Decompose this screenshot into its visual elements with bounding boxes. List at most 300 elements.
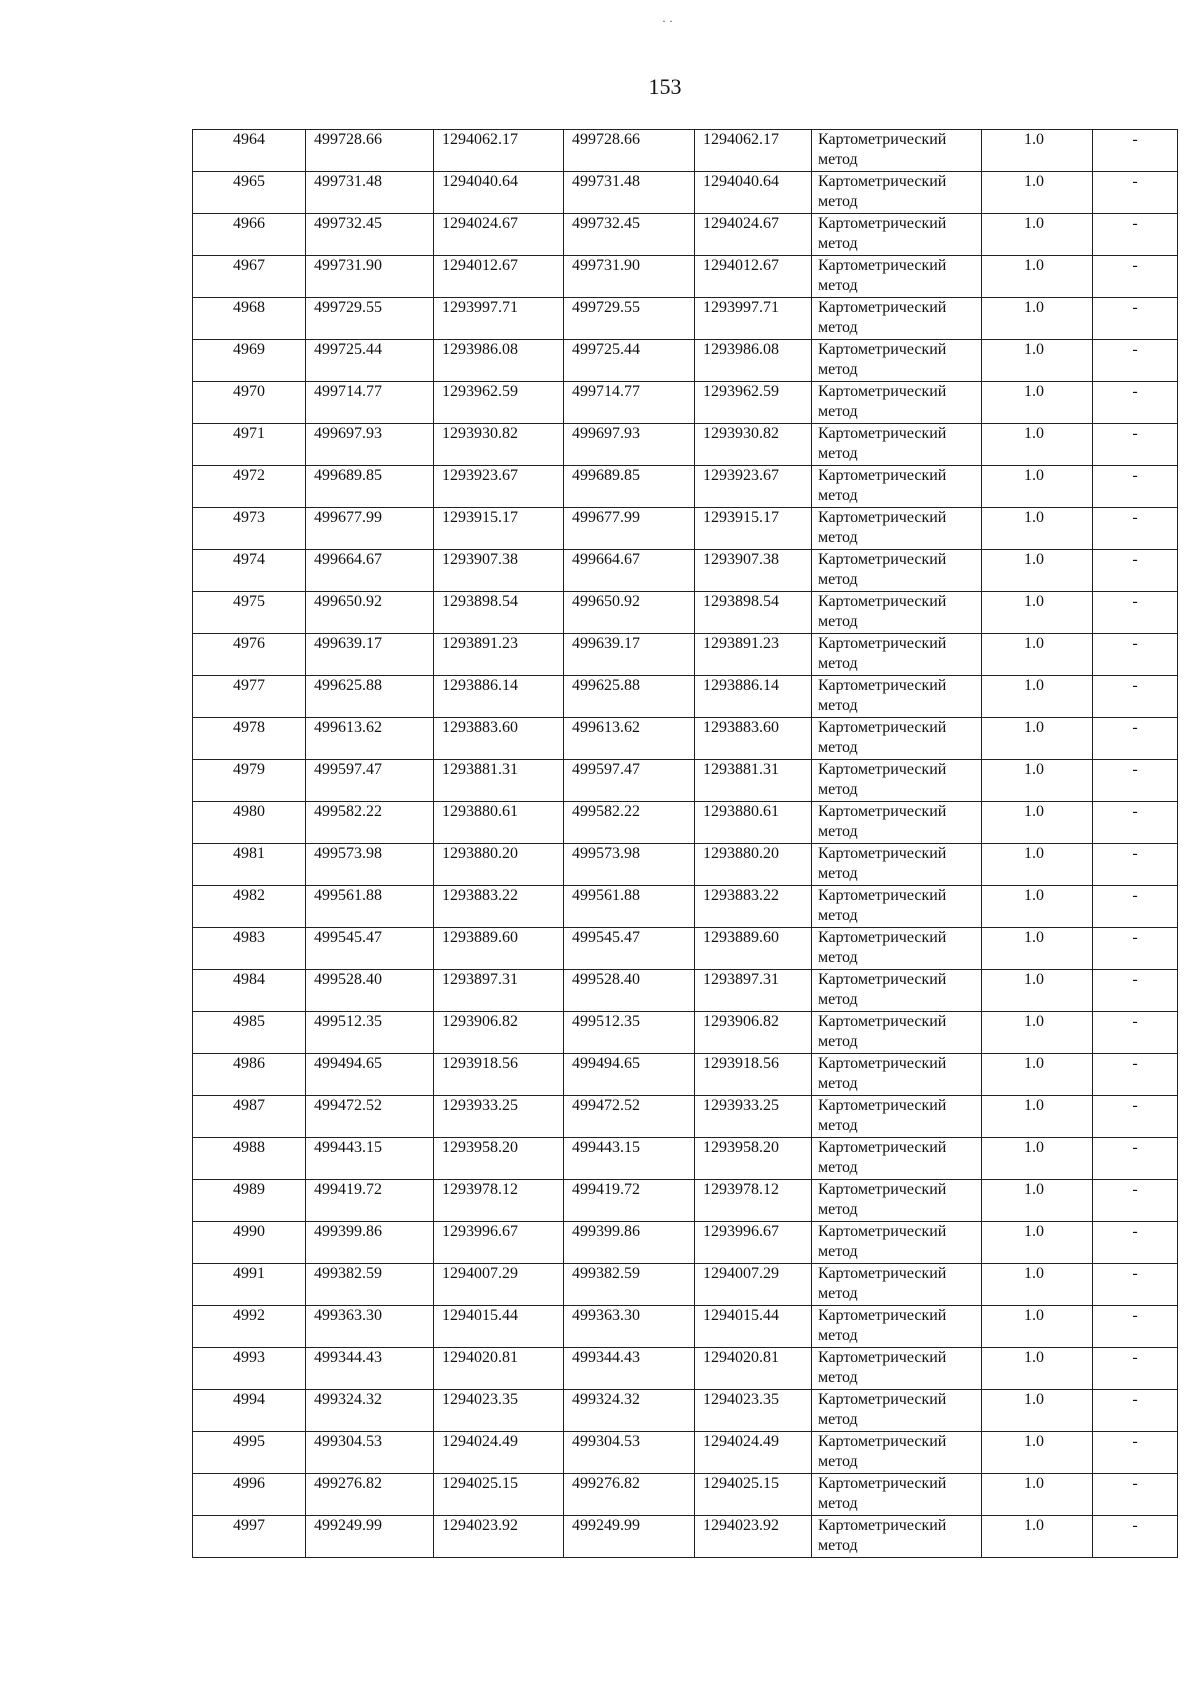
point-number-cell: 4988 [193, 1138, 306, 1180]
y-old-cell: 1293918.56 [434, 1054, 564, 1096]
y-old-cell: 1293891.23 [434, 634, 564, 676]
description-cell: - [1093, 970, 1178, 1012]
description-cell: - [1093, 550, 1178, 592]
y-new-cell: 1294040.64 [695, 172, 812, 214]
method-cell: Картометрический метод [812, 340, 982, 382]
table-row [193, 550, 1178, 592]
accuracy-cell: 1.0 [982, 1096, 1093, 1138]
accuracy-cell: 1.0 [982, 508, 1093, 550]
method-cell: Картометрический метод [812, 1222, 982, 1264]
y-old-cell: 1293915.17 [434, 508, 564, 550]
method-cell: Картометрический метод [812, 1012, 982, 1054]
point-number-cell: 4972 [193, 466, 306, 508]
method-cell: Картометрический метод [812, 844, 982, 886]
description-cell: - [1093, 1138, 1178, 1180]
y-old-cell: 1293996.67 [434, 1222, 564, 1264]
description-cell: - [1093, 340, 1178, 382]
y-new-cell: 1294025.15 [695, 1474, 812, 1516]
point-number-cell: 4979 [193, 760, 306, 802]
x-new-cell: 499443.15 [564, 1138, 695, 1180]
x-old-cell: 499545.47 [306, 928, 434, 970]
method-cell: Картометрический метод [812, 718, 982, 760]
table-row [193, 1222, 1178, 1264]
point-number-cell: 4980 [193, 802, 306, 844]
table-row [193, 718, 1178, 760]
x-new-cell: 499731.90 [564, 256, 695, 298]
method-cell: Картометрический метод [812, 424, 982, 466]
y-new-cell: 1293891.23 [695, 634, 812, 676]
accuracy-cell: 1.0 [982, 1222, 1093, 1264]
description-cell: - [1093, 1180, 1178, 1222]
point-number-cell: 4964 [193, 130, 306, 172]
y-new-cell: 1293880.20 [695, 844, 812, 886]
y-old-cell: 1293883.60 [434, 718, 564, 760]
x-new-cell: 499494.65 [564, 1054, 695, 1096]
y-new-cell: 1293918.56 [695, 1054, 812, 1096]
x-new-cell: 499512.35 [564, 1012, 695, 1054]
accuracy-cell: 1.0 [982, 214, 1093, 256]
point-number-cell: 4971 [193, 424, 306, 466]
x-new-cell: 499382.59 [564, 1264, 695, 1306]
x-old-cell: 499697.93 [306, 424, 434, 466]
method-cell: Картометрический метод [812, 382, 982, 424]
accuracy-cell: 1.0 [982, 634, 1093, 676]
point-number-cell: 4978 [193, 718, 306, 760]
point-number-cell: 4982 [193, 886, 306, 928]
accuracy-cell: 1.0 [982, 1054, 1093, 1096]
accuracy-cell: 1.0 [982, 928, 1093, 970]
x-new-cell: 499276.82 [564, 1474, 695, 1516]
method-cell: Картометрический метод [812, 214, 982, 256]
table-row [193, 844, 1178, 886]
x-old-cell: 499324.32 [306, 1390, 434, 1432]
x-new-cell: 499528.40 [564, 970, 695, 1012]
description-cell: - [1093, 466, 1178, 508]
y-new-cell: 1294024.67 [695, 214, 812, 256]
description-cell: - [1093, 1348, 1178, 1390]
point-number-cell: 4976 [193, 634, 306, 676]
point-number-cell: 4984 [193, 970, 306, 1012]
scan-speck-mark: · · [662, 14, 673, 28]
point-number-cell: 4992 [193, 1306, 306, 1348]
table-row [193, 1390, 1178, 1432]
x-old-cell: 499399.86 [306, 1222, 434, 1264]
accuracy-cell: 1.0 [982, 382, 1093, 424]
accuracy-cell: 1.0 [982, 970, 1093, 1012]
table-row [193, 1180, 1178, 1222]
method-cell: Картометрический метод [812, 130, 982, 172]
y-old-cell: 1294040.64 [434, 172, 564, 214]
point-number-cell: 4968 [193, 298, 306, 340]
y-new-cell: 1294062.17 [695, 130, 812, 172]
description-cell: - [1093, 928, 1178, 970]
method-cell: Картометрический метод [812, 1096, 982, 1138]
y-old-cell: 1293958.20 [434, 1138, 564, 1180]
table-row [193, 970, 1178, 1012]
x-old-cell: 499650.92 [306, 592, 434, 634]
point-number-cell: 4967 [193, 256, 306, 298]
y-old-cell: 1293930.82 [434, 424, 564, 466]
y-old-cell: 1293883.22 [434, 886, 564, 928]
x-old-cell: 499573.98 [306, 844, 434, 886]
description-cell: - [1093, 214, 1178, 256]
method-cell: Картометрический метод [812, 970, 982, 1012]
description-cell: - [1093, 1390, 1178, 1432]
table-row [193, 676, 1178, 718]
accuracy-cell: 1.0 [982, 802, 1093, 844]
point-number-cell: 4975 [193, 592, 306, 634]
y-new-cell: 1294020.81 [695, 1348, 812, 1390]
point-number-cell: 4966 [193, 214, 306, 256]
x-old-cell: 499443.15 [306, 1138, 434, 1180]
y-old-cell: 1293907.38 [434, 550, 564, 592]
table-row [193, 760, 1178, 802]
x-new-cell: 499731.48 [564, 172, 695, 214]
description-cell: - [1093, 634, 1178, 676]
method-cell: Картометрический метод [812, 592, 982, 634]
method-cell: Картометрический метод [812, 1348, 982, 1390]
method-cell: Картометрический метод [812, 1054, 982, 1096]
description-cell: - [1093, 424, 1178, 466]
x-new-cell: 499304.53 [564, 1432, 695, 1474]
y-new-cell: 1293881.31 [695, 760, 812, 802]
description-cell: - [1093, 592, 1178, 634]
x-new-cell: 499419.72 [564, 1180, 695, 1222]
method-cell: Картометрический метод [812, 1264, 982, 1306]
method-cell: Картометрический метод [812, 634, 982, 676]
point-number-cell: 4993 [193, 1348, 306, 1390]
description-cell: - [1093, 130, 1178, 172]
y-new-cell: 1294007.29 [695, 1264, 812, 1306]
description-cell: - [1093, 256, 1178, 298]
x-old-cell: 499528.40 [306, 970, 434, 1012]
method-cell: Картометрический метод [812, 466, 982, 508]
x-old-cell: 499582.22 [306, 802, 434, 844]
x-new-cell: 499249.99 [564, 1516, 695, 1558]
table-body [193, 130, 1178, 1558]
x-old-cell: 499639.17 [306, 634, 434, 676]
coordinates-table [192, 129, 1178, 1558]
point-number-cell: 4983 [193, 928, 306, 970]
table-row [193, 592, 1178, 634]
method-cell: Картометрический метод [812, 298, 982, 340]
x-new-cell: 499344.43 [564, 1348, 695, 1390]
x-new-cell: 499363.30 [564, 1306, 695, 1348]
x-old-cell: 499512.35 [306, 1012, 434, 1054]
table-row [193, 886, 1178, 928]
description-cell: - [1093, 298, 1178, 340]
table-row [193, 340, 1178, 382]
table-row [193, 508, 1178, 550]
table-row [193, 802, 1178, 844]
point-number-cell: 4990 [193, 1222, 306, 1264]
description-cell: - [1093, 1264, 1178, 1306]
method-cell: Картометрический метод [812, 1516, 982, 1558]
accuracy-cell: 1.0 [982, 424, 1093, 466]
x-old-cell: 499664.67 [306, 550, 434, 592]
accuracy-cell: 1.0 [982, 844, 1093, 886]
y-old-cell: 1294025.15 [434, 1474, 564, 1516]
x-old-cell: 499597.47 [306, 760, 434, 802]
description-cell: - [1093, 802, 1178, 844]
description-cell: - [1093, 1474, 1178, 1516]
y-old-cell: 1294007.29 [434, 1264, 564, 1306]
accuracy-cell: 1.0 [982, 1306, 1093, 1348]
x-old-cell: 499613.62 [306, 718, 434, 760]
point-number-cell: 4970 [193, 382, 306, 424]
y-old-cell: 1294020.81 [434, 1348, 564, 1390]
table-row [193, 1096, 1178, 1138]
x-old-cell: 499276.82 [306, 1474, 434, 1516]
y-new-cell: 1293997.71 [695, 298, 812, 340]
x-old-cell: 499725.44 [306, 340, 434, 382]
y-new-cell: 1293889.60 [695, 928, 812, 970]
y-old-cell: 1294012.67 [434, 256, 564, 298]
point-number-cell: 4997 [193, 1516, 306, 1558]
y-old-cell: 1293986.08 [434, 340, 564, 382]
accuracy-cell: 1.0 [982, 1432, 1093, 1474]
description-cell: - [1093, 508, 1178, 550]
y-new-cell: 1294023.35 [695, 1390, 812, 1432]
x-old-cell: 499382.59 [306, 1264, 434, 1306]
y-new-cell: 1293986.08 [695, 340, 812, 382]
x-new-cell: 499582.22 [564, 802, 695, 844]
method-cell: Картометрический метод [812, 172, 982, 214]
table-row [193, 1138, 1178, 1180]
y-new-cell: 1293906.82 [695, 1012, 812, 1054]
table-row [193, 130, 1178, 172]
accuracy-cell: 1.0 [982, 1012, 1093, 1054]
y-old-cell: 1293880.20 [434, 844, 564, 886]
description-cell: - [1093, 1054, 1178, 1096]
description-cell: - [1093, 1096, 1178, 1138]
x-new-cell: 499399.86 [564, 1222, 695, 1264]
y-old-cell: 1293897.31 [434, 970, 564, 1012]
y-old-cell: 1294062.17 [434, 130, 564, 172]
method-cell: Картометрический метод [812, 256, 982, 298]
y-old-cell: 1293933.25 [434, 1096, 564, 1138]
method-cell: Картометрический метод [812, 1138, 982, 1180]
accuracy-cell: 1.0 [982, 550, 1093, 592]
table-row [193, 1054, 1178, 1096]
x-old-cell: 499419.72 [306, 1180, 434, 1222]
description-cell: - [1093, 886, 1178, 928]
method-cell: Картометрический метод [812, 1474, 982, 1516]
y-old-cell: 1293923.67 [434, 466, 564, 508]
x-old-cell: 499363.30 [306, 1306, 434, 1348]
y-old-cell: 1293881.31 [434, 760, 564, 802]
x-old-cell: 499689.85 [306, 466, 434, 508]
x-new-cell: 499677.99 [564, 508, 695, 550]
accuracy-cell: 1.0 [982, 1264, 1093, 1306]
x-new-cell: 499625.88 [564, 676, 695, 718]
y-new-cell: 1293886.14 [695, 676, 812, 718]
accuracy-cell: 1.0 [982, 1348, 1093, 1390]
y-new-cell: 1293996.67 [695, 1222, 812, 1264]
x-old-cell: 499472.52 [306, 1096, 434, 1138]
accuracy-cell: 1.0 [982, 718, 1093, 760]
method-cell: Картометрический метод [812, 508, 982, 550]
method-cell: Картометрический метод [812, 886, 982, 928]
table-row [193, 256, 1178, 298]
x-new-cell: 499561.88 [564, 886, 695, 928]
method-cell: Картометрический метод [812, 1306, 982, 1348]
y-old-cell: 1293962.59 [434, 382, 564, 424]
point-number-cell: 4974 [193, 550, 306, 592]
accuracy-cell: 1.0 [982, 1180, 1093, 1222]
point-number-cell: 4989 [193, 1180, 306, 1222]
method-cell: Картометрический метод [812, 1390, 982, 1432]
y-old-cell: 1293906.82 [434, 1012, 564, 1054]
table-row [193, 1432, 1178, 1474]
table-row [193, 172, 1178, 214]
table-row [193, 382, 1178, 424]
x-new-cell: 499664.67 [564, 550, 695, 592]
x-new-cell: 499639.17 [564, 634, 695, 676]
point-number-cell: 4991 [193, 1264, 306, 1306]
description-cell: - [1093, 718, 1178, 760]
accuracy-cell: 1.0 [982, 1138, 1093, 1180]
y-new-cell: 1294015.44 [695, 1306, 812, 1348]
accuracy-cell: 1.0 [982, 466, 1093, 508]
accuracy-cell: 1.0 [982, 172, 1093, 214]
y-old-cell: 1294023.92 [434, 1516, 564, 1558]
y-old-cell: 1293898.54 [434, 592, 564, 634]
y-old-cell: 1294024.67 [434, 214, 564, 256]
method-cell: Картометрический метод [812, 928, 982, 970]
page-number: 153 [648, 74, 682, 99]
y-new-cell: 1293962.59 [695, 382, 812, 424]
y-old-cell: 1293997.71 [434, 298, 564, 340]
x-old-cell: 499728.66 [306, 130, 434, 172]
point-number-cell: 4987 [193, 1096, 306, 1138]
point-number-cell: 4981 [193, 844, 306, 886]
accuracy-cell: 1.0 [982, 298, 1093, 340]
x-old-cell: 499625.88 [306, 676, 434, 718]
y-new-cell: 1294024.49 [695, 1432, 812, 1474]
x-new-cell: 499324.32 [564, 1390, 695, 1432]
x-old-cell: 499731.90 [306, 256, 434, 298]
x-old-cell: 499714.77 [306, 382, 434, 424]
x-new-cell: 499573.98 [564, 844, 695, 886]
table-row [193, 214, 1178, 256]
x-new-cell: 499732.45 [564, 214, 695, 256]
method-cell: Картометрический метод [812, 676, 982, 718]
x-new-cell: 499714.77 [564, 382, 695, 424]
y-new-cell: 1293880.61 [695, 802, 812, 844]
description-cell: - [1093, 382, 1178, 424]
accuracy-cell: 1.0 [982, 760, 1093, 802]
description-cell: - [1093, 844, 1178, 886]
x-old-cell: 499732.45 [306, 214, 434, 256]
description-cell: - [1093, 172, 1178, 214]
y-new-cell: 1293915.17 [695, 508, 812, 550]
point-number-cell: 4969 [193, 340, 306, 382]
x-old-cell: 499729.55 [306, 298, 434, 340]
table-row [193, 466, 1178, 508]
x-old-cell: 499677.99 [306, 508, 434, 550]
table-row [193, 298, 1178, 340]
y-new-cell: 1293883.22 [695, 886, 812, 928]
description-cell: - [1093, 1222, 1178, 1264]
x-new-cell: 499689.85 [564, 466, 695, 508]
x-new-cell: 499697.93 [564, 424, 695, 466]
x-old-cell: 499344.43 [306, 1348, 434, 1390]
x-new-cell: 499613.62 [564, 718, 695, 760]
accuracy-cell: 1.0 [982, 886, 1093, 928]
table-row [193, 634, 1178, 676]
y-new-cell: 1293883.60 [695, 718, 812, 760]
method-cell: Картометрический метод [812, 1432, 982, 1474]
point-number-cell: 4996 [193, 1474, 306, 1516]
point-number-cell: 4977 [193, 676, 306, 718]
y-new-cell: 1294012.67 [695, 256, 812, 298]
table-row [193, 1264, 1178, 1306]
y-old-cell: 1294024.49 [434, 1432, 564, 1474]
y-old-cell: 1293880.61 [434, 802, 564, 844]
point-number-cell: 4994 [193, 1390, 306, 1432]
description-cell: - [1093, 760, 1178, 802]
description-cell: - [1093, 1516, 1178, 1558]
y-new-cell: 1294023.92 [695, 1516, 812, 1558]
y-new-cell: 1293933.25 [695, 1096, 812, 1138]
accuracy-cell: 1.0 [982, 676, 1093, 718]
accuracy-cell: 1.0 [982, 592, 1093, 634]
y-new-cell: 1293930.82 [695, 424, 812, 466]
y-old-cell: 1293978.12 [434, 1180, 564, 1222]
point-number-cell: 4986 [193, 1054, 306, 1096]
x-old-cell: 499249.99 [306, 1516, 434, 1558]
table-row [193, 1306, 1178, 1348]
table-row [193, 1012, 1178, 1054]
x-old-cell: 499561.88 [306, 886, 434, 928]
y-old-cell: 1294023.35 [434, 1390, 564, 1432]
accuracy-cell: 1.0 [982, 130, 1093, 172]
x-old-cell: 499731.48 [306, 172, 434, 214]
accuracy-cell: 1.0 [982, 1516, 1093, 1558]
method-cell: Картометрический метод [812, 760, 982, 802]
table-row [193, 928, 1178, 970]
description-cell: - [1093, 1432, 1178, 1474]
x-new-cell: 499597.47 [564, 760, 695, 802]
y-new-cell: 1293923.67 [695, 466, 812, 508]
x-new-cell: 499728.66 [564, 130, 695, 172]
method-cell: Картометрический метод [812, 550, 982, 592]
y-old-cell: 1293886.14 [434, 676, 564, 718]
table-row [193, 1516, 1178, 1558]
point-number-cell: 4965 [193, 172, 306, 214]
description-cell: - [1093, 1012, 1178, 1054]
table-row [193, 1348, 1178, 1390]
x-old-cell: 499494.65 [306, 1054, 434, 1096]
x-old-cell: 499304.53 [306, 1432, 434, 1474]
y-new-cell: 1293898.54 [695, 592, 812, 634]
x-new-cell: 499472.52 [564, 1096, 695, 1138]
method-cell: Картометрический метод [812, 1180, 982, 1222]
table-row [193, 1474, 1178, 1516]
table-row [193, 424, 1178, 466]
accuracy-cell: 1.0 [982, 1474, 1093, 1516]
point-number-cell: 4973 [193, 508, 306, 550]
y-old-cell: 1294015.44 [434, 1306, 564, 1348]
y-new-cell: 1293897.31 [695, 970, 812, 1012]
y-old-cell: 1293889.60 [434, 928, 564, 970]
x-new-cell: 499650.92 [564, 592, 695, 634]
accuracy-cell: 1.0 [982, 1390, 1093, 1432]
x-new-cell: 499545.47 [564, 928, 695, 970]
y-new-cell: 1293907.38 [695, 550, 812, 592]
description-cell: - [1093, 1306, 1178, 1348]
